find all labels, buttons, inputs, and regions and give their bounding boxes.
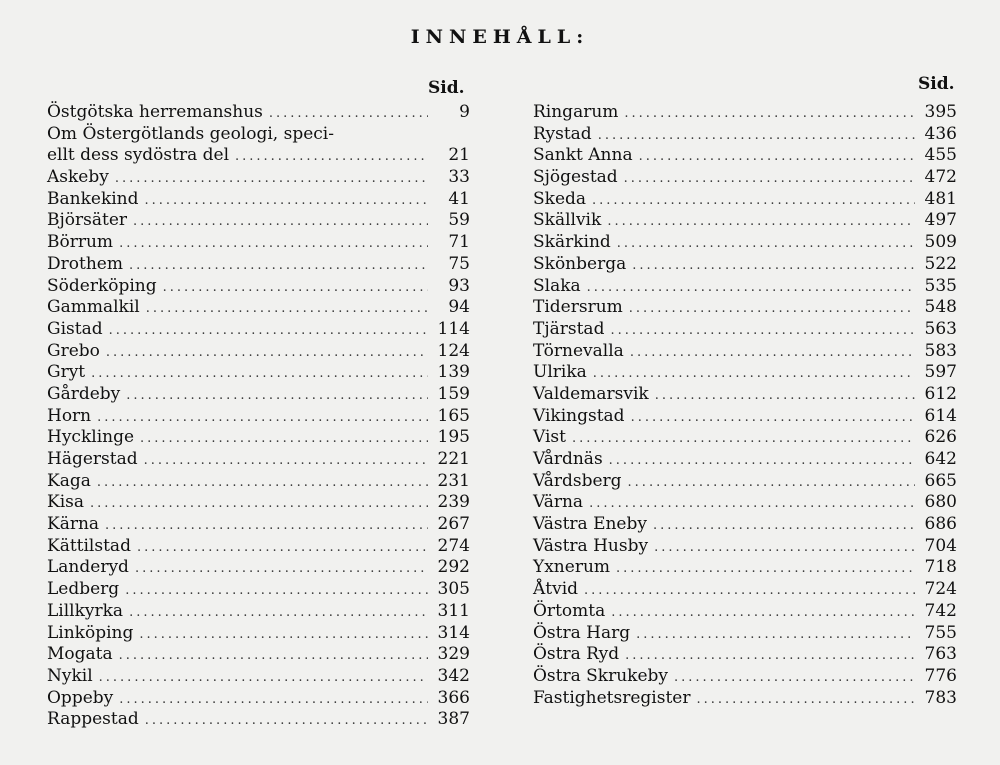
toc-entry-page: 665: [924, 470, 957, 491]
toc-entry-page: 583: [924, 340, 957, 361]
toc-entry-page: 755: [924, 622, 957, 643]
toc-entry-page: 93: [448, 275, 470, 296]
dot-leader: [628, 475, 915, 490]
toc-entry-page: 472: [924, 167, 957, 188]
dot-leader: [617, 236, 915, 251]
toc-entry-label: Hycklinge: [47, 427, 135, 448]
toc-entry: [533, 579, 957, 601]
toc-entry-label: Skärkind: [533, 232, 611, 253]
toc-entry: [533, 210, 957, 232]
toc-entry: [533, 471, 957, 493]
dot-leader: [624, 171, 915, 186]
toc-entry: [533, 514, 957, 536]
toc-entry: [47, 406, 470, 428]
dot-leader: [163, 280, 428, 295]
toc-entry-page: 522: [924, 253, 957, 274]
toc-entry-label: Värna: [533, 492, 584, 513]
toc-entry-page: 342: [437, 665, 470, 686]
toc-entry: [47, 514, 470, 536]
toc-entry: [533, 297, 957, 319]
toc-entry-page: 139: [437, 362, 470, 383]
toc-entry-label: Ledberg: [47, 579, 120, 600]
toc-entry-label: Skällvik: [533, 210, 602, 231]
toc-entry: [47, 276, 470, 298]
toc-entry-label: Gammalkil: [47, 297, 140, 318]
toc-entry: [533, 666, 957, 688]
toc-entry-label: Rappestad: [47, 709, 139, 730]
toc-entry: [533, 384, 957, 406]
dot-leader: [140, 431, 428, 446]
toc-entry-page: 292: [437, 557, 470, 578]
toc-entry: [47, 471, 470, 493]
dot-leader: [269, 106, 428, 121]
dot-leader: [235, 149, 428, 164]
toc-entry: [533, 644, 957, 666]
toc-entry-label: Om Östergötlands geologi, speci-: [47, 123, 334, 144]
toc-entry: [533, 341, 957, 363]
toc-entry-label: Landeryd: [47, 557, 129, 578]
toc-entry-label: Törnevalla: [533, 340, 624, 361]
dot-leader: [119, 648, 428, 663]
toc-entry-page: 626: [924, 427, 957, 448]
toc-entry: [47, 579, 470, 601]
toc-entry-label: Rystad: [533, 123, 592, 144]
toc-entry: [47, 362, 470, 384]
toc-entry-label: Björsäter: [47, 210, 128, 231]
toc-entry-page: 305: [437, 579, 470, 600]
toc-entry-page: 718: [924, 557, 957, 578]
dot-leader: [139, 627, 428, 642]
dot-leader: [587, 280, 915, 295]
dot-leader: [639, 149, 915, 164]
dot-leader: [144, 453, 428, 468]
dot-leader: [129, 605, 428, 620]
dot-leader: [592, 193, 915, 208]
toc-entry-page: 159: [437, 383, 470, 404]
dot-leader: [631, 410, 915, 425]
dot-leader: [674, 670, 915, 685]
toc-entry-page: 387: [437, 709, 470, 730]
toc-entry-page: 642: [924, 449, 957, 469]
toc-entry: [47, 449, 470, 471]
dot-leader: [90, 496, 428, 511]
toc-entry: [47, 210, 470, 232]
toc-entry: [533, 189, 957, 211]
toc-entry: [533, 362, 957, 384]
dot-leader: [145, 193, 428, 208]
toc-entry-page: 71: [448, 232, 470, 253]
toc-entry-page: 75: [448, 253, 470, 274]
toc-entry-page: 497: [924, 210, 957, 231]
toc-entry-page: 9: [459, 102, 470, 122]
toc-entry-label: Oppeby: [47, 687, 114, 708]
toc-entry-page: 704: [924, 535, 957, 556]
toc-entry-label: Gryt: [47, 362, 86, 383]
toc-entry-page: 195: [437, 427, 470, 448]
dot-leader: [145, 713, 428, 728]
dot-leader: [126, 388, 428, 403]
dot-leader: [146, 301, 428, 316]
dot-leader: [99, 670, 428, 685]
toc-entry: [533, 492, 957, 514]
toc-entry-label: Åtvid: [533, 579, 579, 600]
toc-entry-label: Östra Ryd: [533, 644, 620, 665]
dot-leader: [572, 431, 915, 446]
toc-column-left: [47, 102, 470, 731]
dot-leader: [632, 258, 915, 273]
toc-entry: [533, 601, 957, 623]
toc-entry-label: Vårdnäs: [533, 449, 603, 469]
dot-leader: [616, 561, 915, 576]
dot-leader: [97, 410, 428, 425]
toc-entry-label: Kisa: [47, 492, 84, 513]
toc-entry-page: 548: [924, 297, 957, 318]
toc-entry-label: Vikingstad: [533, 405, 625, 426]
toc-entry-label: Grebo: [47, 340, 100, 361]
toc-entry: [533, 406, 957, 428]
toc-entry-page: 94: [448, 297, 470, 318]
toc-entry: [533, 145, 957, 167]
toc-entry-label: Yxnerum: [533, 557, 611, 578]
toc-entry-page: 366: [437, 687, 470, 708]
toc-entry: [47, 688, 470, 710]
dot-leader: [137, 540, 428, 555]
toc-entry: [47, 709, 470, 731]
toc-entry-page: 221: [437, 449, 470, 469]
toc-entry: [47, 341, 470, 363]
dot-leader: [133, 214, 428, 229]
toc-entry: [533, 232, 957, 254]
toc-entry-label: Hägerstad: [47, 449, 138, 469]
toc-entry-label: Lillkyrka: [47, 600, 124, 621]
dot-leader: [135, 561, 428, 576]
toc-entry-page: 481: [924, 188, 957, 209]
toc-entry-page: 59: [448, 210, 470, 231]
toc-entry-page: 231: [437, 470, 470, 491]
toc-entry: [47, 644, 470, 666]
dot-leader: [119, 236, 428, 251]
dot-leader: [610, 323, 915, 338]
toc-entry: [533, 124, 957, 146]
toc-entry-page: 724: [924, 579, 957, 600]
dot-leader: [593, 366, 915, 381]
toc-entry: [533, 688, 957, 710]
dot-leader: [655, 388, 915, 403]
toc-entry-label: Skönberga: [533, 253, 627, 274]
toc-entry-label: Ulrika: [533, 362, 587, 383]
toc-entry-label: Ringarum: [533, 102, 619, 122]
dot-leader: [630, 345, 915, 360]
dot-leader: [654, 540, 915, 555]
toc-entry-label: Sjögestad: [533, 167, 618, 188]
toc-entry-page: 165: [437, 405, 470, 426]
toc-entry-page: 509: [924, 232, 957, 253]
toc-entry-label: Vist: [533, 427, 566, 448]
dot-leader: [607, 214, 915, 229]
toc-entry-page: 314: [437, 622, 470, 643]
toc-entry: [533, 427, 957, 449]
toc-entry: [533, 102, 957, 124]
toc-entry-label: Slaka: [533, 275, 581, 296]
toc-entry: [47, 427, 470, 449]
toc-entry-page: 680: [924, 492, 957, 513]
toc-entry: [47, 557, 470, 579]
toc-entry: [533, 623, 957, 645]
toc-entry: [533, 276, 957, 298]
toc-entry-label: Nykil: [47, 665, 93, 686]
toc-entry-label: Örtomta: [533, 600, 606, 621]
toc-entry: [47, 601, 470, 623]
toc-entry: [47, 167, 470, 189]
toc-entry-label: Östgötska herremanshus: [47, 102, 263, 122]
toc-entry-page: 395: [924, 102, 957, 122]
page-title: INNEHÅLL:: [410, 26, 590, 48]
toc-entry-page: 783: [924, 687, 957, 708]
toc-entry: [533, 536, 957, 558]
toc-entry-label: Sankt Anna: [533, 145, 633, 166]
toc-entry-page: 612: [924, 383, 957, 404]
dot-leader: [598, 128, 915, 143]
toc-entry: [533, 254, 957, 276]
toc-entry-label: Gistad: [47, 318, 103, 339]
toc-entry: [47, 319, 470, 341]
toc-entry-label: Linköping: [47, 622, 134, 643]
toc-entry-page: 114: [437, 318, 470, 339]
toc-entry-label: Fastighetsregister: [533, 687, 691, 708]
toc-entry-page: 776: [924, 665, 957, 686]
toc-entry-label: ellt dess sydöstra del: [47, 145, 230, 166]
toc-entry-label: Bankekind: [47, 188, 139, 209]
dot-leader: [91, 366, 428, 381]
toc-entry-page: 455: [924, 145, 957, 166]
toc-entry: [47, 384, 470, 406]
toc-entry: [47, 623, 470, 645]
toc-entry-label: Gårdeby: [47, 383, 121, 404]
dot-leader: [115, 171, 428, 186]
toc-entry-label: Skeda: [533, 188, 587, 209]
toc-entry-page: 535: [924, 275, 957, 296]
toc-entry-page: 436: [924, 123, 957, 144]
dot-leader: [105, 518, 428, 533]
toc-entry-page: 21: [448, 145, 470, 166]
toc-column-right: [533, 102, 957, 709]
dot-leader: [97, 475, 428, 490]
toc-entry-label: Kärna: [47, 514, 100, 535]
toc-entry: [533, 449, 957, 471]
toc-entry-label: Vårdsberg: [533, 470, 622, 491]
toc-entry-label: Kaga: [47, 470, 91, 491]
toc-entry-page: 686: [924, 514, 957, 535]
dot-leader: [653, 518, 915, 533]
toc-entry-label: Östra Harg: [533, 622, 631, 643]
toc-entry: [47, 492, 470, 514]
toc-entry-label: Mogata: [47, 644, 113, 665]
toc-entry-label: Västra Husby: [533, 535, 649, 556]
toc-entry-label: Västra Eneby: [533, 514, 647, 535]
toc-entry-page: 124: [437, 340, 470, 361]
toc-entry-page: 563: [924, 318, 957, 339]
toc-entry: [533, 167, 957, 189]
page-column-header-left: Sid.: [428, 78, 465, 98]
dot-leader: [625, 648, 915, 663]
toc-entry-label: Kättilstad: [47, 535, 131, 556]
toc-entry-label: Söderköping: [47, 275, 157, 296]
toc-entry-page: 311: [437, 600, 470, 621]
toc-entry-label: Tjärstad: [533, 318, 605, 339]
toc-entry-page: 614: [924, 405, 957, 426]
toc-entry: [47, 254, 470, 276]
dot-leader: [589, 496, 915, 511]
dot-leader: [636, 627, 915, 642]
toc-entry-label: Valdemarsvik: [533, 383, 649, 404]
toc-entry-page: 597: [924, 362, 957, 383]
toc-entry: [47, 189, 470, 211]
dot-leader: [609, 453, 915, 468]
dot-leader: [106, 345, 428, 360]
toc-entry-label: Drothem: [47, 253, 123, 274]
dot-leader: [119, 692, 428, 707]
toc-entry-page: 41: [448, 188, 470, 209]
dot-leader: [629, 301, 915, 316]
toc-entry-label: Askeby: [47, 167, 109, 188]
dot-leader: [611, 605, 915, 620]
toc-entry: [47, 232, 470, 254]
toc-entry: [47, 536, 470, 558]
toc-entry: [47, 124, 470, 146]
toc-entry-page: 267: [437, 514, 470, 535]
toc-entry-page: 742: [924, 600, 957, 621]
dot-leader: [125, 583, 428, 598]
toc-entry-page: 763: [924, 644, 957, 665]
toc-entry-label: Börrum: [47, 232, 114, 253]
toc-entry: [47, 102, 470, 124]
toc-entry: [533, 319, 957, 341]
toc-entry-label: Tidersrum: [533, 297, 623, 318]
toc-entry-page: 274: [437, 535, 470, 556]
toc-entry: [533, 557, 957, 579]
toc-entry-label: Horn: [47, 405, 92, 426]
toc-entry: [47, 145, 470, 167]
toc-entry: [47, 666, 470, 688]
dot-leader: [696, 692, 915, 707]
dot-leader: [109, 323, 428, 338]
page-column-header-right: Sid.: [918, 74, 955, 94]
toc-entry: [47, 297, 470, 319]
toc-entry-page: 329: [437, 644, 470, 665]
dot-leader: [129, 258, 428, 273]
toc-entry-page: 33: [448, 167, 470, 188]
dot-leader: [584, 583, 915, 598]
dot-leader: [624, 106, 915, 121]
toc-entry-label: Östra Skrukeby: [533, 665, 669, 686]
toc-entry-page: 239: [437, 492, 470, 513]
